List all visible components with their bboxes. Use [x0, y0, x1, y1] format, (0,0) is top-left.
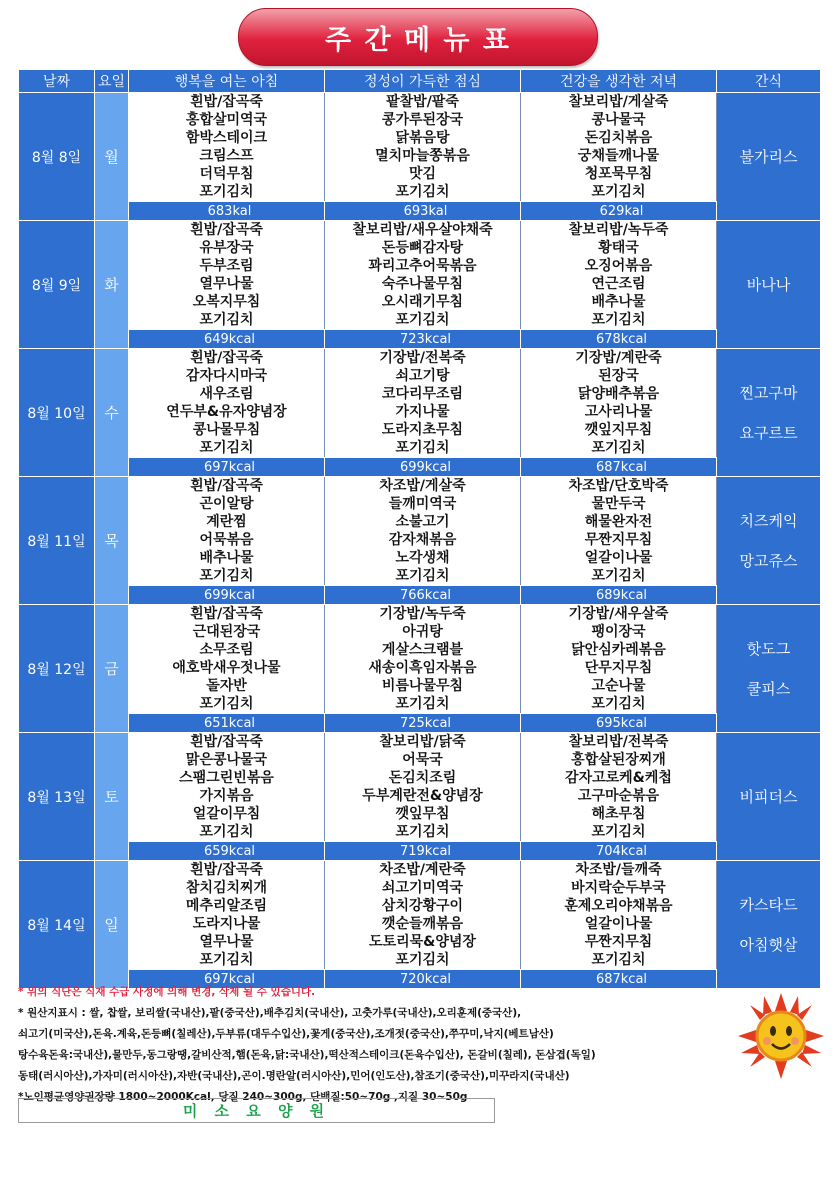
dish-item: 흰밥/잡곡죽 [190, 606, 263, 622]
lunch-cell [325, 477, 521, 586]
kcal-value: 720kcal [399, 971, 452, 987]
breakfast-cell [129, 477, 325, 586]
dish-item: 고사리나물 [584, 404, 653, 420]
dish-item: 더덕무침 [199, 166, 254, 182]
table-row [19, 605, 821, 714]
dish-item: 깻잎무침 [395, 806, 450, 822]
dish-item: 찰보리밥/녹두죽 [568, 222, 669, 238]
dish-item: 돈김치볶음 [584, 130, 653, 146]
page-title: 주 간 메 뉴 표 [238, 8, 598, 66]
dish-item: 쇠고기탕 [395, 368, 450, 384]
kcal-cell [129, 458, 325, 477]
date-cell: 8월 9일 [19, 221, 95, 349]
dinner-cell [521, 349, 717, 458]
dish-item: 연근조림 [591, 276, 646, 292]
header-lunch: 정성이 가득한 점심 [325, 70, 521, 93]
kcal-value: 719kcal [399, 843, 452, 859]
kcal-value: 693kal [403, 203, 448, 219]
dish-item: 애호박새우젓나물 [172, 660, 281, 676]
dish-item: 열무나물 [199, 276, 254, 292]
kcal-cell [521, 202, 717, 221]
dish-item: 기장밥/새우살죽 [568, 606, 669, 622]
kcal-value: 699kcal [399, 459, 452, 475]
snack-cell [717, 349, 821, 477]
dish-item: 근대된장국 [192, 624, 261, 640]
kcal-row [19, 586, 821, 605]
dish-item: 포기김치 [199, 824, 254, 840]
dish-item: 계란찜 [206, 514, 247, 530]
table-header-row [19, 70, 821, 93]
dish-item: 흰밥/잡곡죽 [190, 734, 263, 750]
dish-item: 훈제오리야채볶음 [564, 898, 673, 914]
kcal-row [19, 458, 821, 477]
kcal-cell [325, 586, 521, 605]
dish-item: 어묵국 [402, 752, 443, 768]
date-cell: 8월 8일 [19, 93, 95, 221]
kcal-cell [129, 842, 325, 861]
day-of-week-cell: 수 [95, 349, 129, 477]
dish-item: 찰보리밥/전복죽 [568, 734, 669, 750]
dish-item: 단무지무침 [584, 660, 653, 676]
dish-item: 돈김치조림 [388, 770, 457, 786]
dinner-cell [521, 861, 717, 970]
dish-item: 숙주나물무침 [381, 276, 464, 292]
snack-item: 불가리스 [739, 147, 798, 166]
dish-item: 감자고로케&케첩 [565, 770, 672, 786]
dish-item: 고순나물 [591, 678, 646, 694]
dish-item: 유부장국 [199, 240, 254, 256]
dish-item: 콩나물무침 [192, 422, 261, 438]
kcal-cell [325, 714, 521, 733]
dish-item: 포기김치 [591, 440, 646, 456]
dish-item: 포기김치 [395, 184, 450, 200]
kcal-value: 766kcal [399, 587, 452, 603]
dish-item: 포기김치 [591, 952, 646, 968]
dish-item: 기장밥/녹두죽 [379, 606, 466, 622]
dish-item: 연두부&유자양념장 [166, 404, 287, 420]
dish-item: 게살스크램블 [381, 642, 464, 658]
dish-item: 꽈리고추어묵볶음 [368, 258, 477, 274]
dish-item: 포기김치 [395, 696, 450, 712]
dish-item: 물만두국 [591, 496, 646, 512]
kcal-value: 659kcal [203, 843, 256, 859]
kcal-cell [521, 586, 717, 605]
kcal-cell [521, 458, 717, 477]
dish-item: 열무나물 [199, 934, 254, 950]
dish-item: 얼갈이나물 [584, 550, 653, 566]
dish-item: 어묵볶음 [199, 532, 254, 548]
dish-item: 흰밥/잡곡죽 [190, 350, 263, 366]
dish-item: 기장밥/전복죽 [379, 350, 466, 366]
origin-line: 탕수육돈육:국내산),물만두,동그랑땡,갈비산적,햄(돈육,닭:국내산),떡산적스테이크(돈육수입산), 돈갈비(칠레), 돈삼겹(독일) [18, 1049, 596, 1061]
lunch-cell [325, 861, 521, 970]
dinner-cell [521, 477, 717, 586]
dish-item: 새송이흑임자볶음 [368, 660, 477, 676]
snack-item: 카스타드 [739, 895, 798, 914]
dish-item: 무짠지무침 [584, 934, 653, 950]
day-of-week-cell: 목 [95, 477, 129, 605]
breakfast-cell [129, 349, 325, 458]
dish-item: 포기김치 [591, 696, 646, 712]
header-breakfast: 행복을 여는 아침 [129, 70, 325, 93]
dish-item: 감자다시마국 [185, 368, 268, 384]
dish-item: 기장밥/계란죽 [575, 350, 662, 366]
dish-item: 포기김치 [395, 312, 450, 328]
table-row [19, 93, 821, 202]
dish-item: 얼갈이무침 [192, 806, 261, 822]
dish-item: 팽이장국 [591, 624, 646, 640]
dish-item: 바지락순두부국 [571, 880, 666, 896]
dish-item: 차조밥/들깨죽 [575, 862, 662, 878]
dish-item: 깻잎지무침 [584, 422, 653, 438]
dish-item: 깻순들깨볶음 [381, 916, 464, 932]
origin-line: 동태(러시아산),가자미(러시아산),자반(국내산),곤이.명란알(러시아산),민어(인도산),참조기(중국산),미꾸라지(국내산) [18, 1070, 570, 1082]
dish-item: 배추나물 [591, 294, 646, 310]
kcal-value: 689kcal [595, 587, 648, 603]
dish-item: 멸치마늘쫑볶음 [375, 148, 470, 164]
date-cell: 8월 13일 [19, 733, 95, 861]
snack-item: 쿨피스 [746, 679, 791, 698]
dish-item: 포기김치 [199, 312, 254, 328]
nutrition-note: *노인평균영양권장량 1800~2000Kcal, 당질 240~300g, 단백질:50~70g ,지질 30~50g [18, 1091, 468, 1103]
dish-item: 포기김치 [591, 312, 646, 328]
dish-item: 포기김치 [199, 440, 254, 456]
snack-item: 비피더스 [739, 787, 798, 806]
dish-item: 팥찰밥/팥죽 [386, 94, 459, 110]
date-cell: 8월 10일 [19, 349, 95, 477]
dish-item: 궁채들깨나물 [577, 148, 660, 164]
kcal-row [19, 330, 821, 349]
kcal-value: 649kcal [203, 331, 256, 347]
kcal-value: 629kal [599, 203, 644, 219]
facility-name: 미 소 요 양 원 [18, 1098, 495, 1123]
change-warning: * 위의 식단은 식재 수급 사정에 의해 변경, 삭제 될 수 있습니다. [18, 986, 316, 998]
table-row [19, 477, 821, 586]
lunch-cell [325, 221, 521, 330]
snack-item: 핫도그 [746, 639, 791, 658]
dish-item: 삼치강황구이 [381, 898, 464, 914]
day-of-week-cell: 월 [95, 93, 129, 221]
dish-item: 닭볶음탕 [395, 130, 450, 146]
dish-item: 들깨미역국 [388, 496, 457, 512]
dish-item: 포기김치 [591, 184, 646, 200]
day-of-week-cell: 금 [95, 605, 129, 733]
header-snack: 간식 [717, 70, 821, 93]
header-dinner: 건강을 생각한 저녁 [521, 70, 717, 93]
dish-item: 오복지무침 [192, 294, 261, 310]
kcal-value: 723kcal [399, 331, 452, 347]
dish-item: 새우조림 [199, 386, 254, 402]
dish-item: 된장국 [598, 368, 639, 384]
lunch-cell [325, 93, 521, 202]
kcal-cell [521, 330, 717, 349]
dish-item: 돈등뼈감자탕 [381, 240, 464, 256]
snack-item: 치즈케익 [739, 511, 798, 530]
kcal-cell [325, 458, 521, 477]
dish-item: 아귀탕 [402, 624, 443, 640]
dinner-cell [521, 605, 717, 714]
dish-item: 황태국 [598, 240, 639, 256]
kcal-value: 697kcal [203, 459, 256, 475]
kcal-cell [521, 842, 717, 861]
weekly-menu-table [18, 69, 821, 989]
kcal-cell [129, 202, 325, 221]
kcal-value: 704kcal [595, 843, 648, 859]
dish-item: 오징어볶음 [584, 258, 653, 274]
dish-item: 크림스프 [199, 148, 254, 164]
snack-item: 아침햇살 [739, 935, 798, 954]
dish-item: 닭양배추볶음 [577, 386, 660, 402]
dish-item: 노각생채 [395, 550, 450, 566]
kcal-value: 725kcal [399, 715, 452, 731]
dish-item: 무짠지무침 [584, 532, 653, 548]
dinner-cell [521, 733, 717, 842]
dish-item: 콩가루된장국 [381, 112, 464, 128]
dish-item: 두부조림 [199, 258, 254, 274]
dish-item: 도토리묵&양념장 [369, 934, 476, 950]
kcal-value: 683kal [207, 203, 252, 219]
breakfast-cell [129, 861, 325, 970]
dish-item: 포기김치 [395, 568, 450, 584]
snack-cell [717, 733, 821, 861]
date-cell: 8월 11일 [19, 477, 95, 605]
dish-item: 흰밥/잡곡죽 [190, 862, 263, 878]
dish-item: 닭안심카레볶음 [571, 642, 666, 658]
kcal-row [19, 714, 821, 733]
dish-item: 얼갈이나물 [584, 916, 653, 932]
dish-item: 도라지나물 [192, 916, 261, 932]
kcal-cell [325, 202, 521, 221]
dish-item: 포기김치 [395, 440, 450, 456]
dish-item: 두부계란전&양념장 [362, 788, 483, 804]
breakfast-cell [129, 221, 325, 330]
snack-item: 망고쥬스 [739, 551, 798, 570]
dinner-cell [521, 221, 717, 330]
dish-item: 곤이알탕 [199, 496, 254, 512]
dish-item: 홍합살된장찌개 [571, 752, 666, 768]
dish-item: 포기김치 [199, 184, 254, 200]
dish-item: 배추나물 [199, 550, 254, 566]
dish-item: 흰밥/잡곡죽 [190, 222, 263, 238]
dish-item: 포기김치 [591, 568, 646, 584]
kcal-row [19, 842, 821, 861]
table-row [19, 349, 821, 458]
dish-item: 청포묵무침 [584, 166, 653, 182]
dish-item: 흰밥/잡곡죽 [190, 478, 263, 494]
dish-item: 맛김 [408, 166, 437, 182]
snack-cell [717, 861, 821, 989]
dish-item: 해물완자전 [584, 514, 653, 530]
kcal-cell [129, 714, 325, 733]
kcal-value: 699kcal [203, 587, 256, 603]
table-row [19, 733, 821, 842]
day-of-week-cell: 일 [95, 861, 129, 989]
kcal-row [19, 202, 821, 221]
dish-item: 가지나물 [395, 404, 450, 420]
kcal-value: 651kcal [203, 715, 256, 731]
dish-item: 해초무침 [591, 806, 646, 822]
dish-item: 찰보리밥/새우살야채죽 [352, 222, 493, 238]
dinner-cell [521, 93, 717, 202]
dish-item: 찰보리밥/닭죽 [379, 734, 466, 750]
day-of-week-cell: 화 [95, 221, 129, 349]
date-cell: 8월 12일 [19, 605, 95, 733]
breakfast-cell [129, 605, 325, 714]
dish-item: 홍합살미역국 [185, 112, 268, 128]
dish-item: 감자채볶음 [388, 532, 457, 548]
snack-cell [717, 477, 821, 605]
kcal-value: 695kcal [595, 715, 648, 731]
dish-item: 맑은콩나물국 [185, 752, 268, 768]
dish-item: 메추리알조림 [185, 898, 268, 914]
kcal-value: 687kcal [595, 459, 648, 475]
kcal-cell [521, 714, 717, 733]
dish-item: 콩나물국 [591, 112, 646, 128]
kcal-cell [129, 330, 325, 349]
dish-item: 포기김치 [199, 696, 254, 712]
kcal-cell [129, 586, 325, 605]
dish-item: 포기김치 [199, 952, 254, 968]
snack-item: 요구르트 [739, 423, 798, 442]
kcal-value: 687kcal [595, 971, 648, 987]
lunch-cell [325, 605, 521, 714]
kcal-cell [325, 842, 521, 861]
dish-item: 스팸그린빈볶음 [179, 770, 274, 786]
dish-item: 비름나물무침 [381, 678, 464, 694]
dish-item: 코다리무조림 [381, 386, 464, 402]
dish-item: 차조밥/계란죽 [379, 862, 466, 878]
dish-item: 고구마순볶음 [577, 788, 660, 804]
table-row [19, 861, 821, 970]
dish-item: 돌자반 [206, 678, 247, 694]
origin-line: * 원산지표시 : 쌀, 찹쌀, 보리쌀(국내산),팥(중국산),배추김치(국내산), 고춧가루(국내산),오리훈제(중국산), [18, 1007, 522, 1019]
sun-icon [738, 993, 824, 1079]
header-date: 날짜 [19, 70, 95, 93]
breakfast-cell [129, 93, 325, 202]
table-row [19, 221, 821, 330]
notes [18, 982, 738, 1108]
dish-item: 가지볶음 [199, 788, 254, 804]
dish-item: 포기김치 [199, 568, 254, 584]
dish-item: 소무조림 [199, 642, 254, 658]
snack-item: 바나나 [746, 275, 791, 294]
dish-item: 쇠고기미역국 [381, 880, 464, 896]
dish-item: 포기김치 [591, 824, 646, 840]
dish-item: 함박스테이크 [185, 130, 268, 146]
dish-item: 흰밥/잡곡죽 [190, 94, 263, 110]
lunch-cell [325, 733, 521, 842]
origin-line: 쇠고기(미국산),돈육.계육,돈등뼈(칠레산),두부류(대두수입산),꽃게(중국산),조개젓(중국산),쭈꾸미,낙지(베트남산) [18, 1028, 554, 1040]
dish-item: 오시래기무침 [381, 294, 464, 310]
kcal-value: 697kcal [203, 971, 256, 987]
dish-item: 포기김치 [395, 824, 450, 840]
snack-item: 찐고구마 [739, 383, 798, 402]
dish-item: 참치김치찌개 [185, 880, 268, 896]
breakfast-cell [129, 733, 325, 842]
kcal-value: 678kcal [595, 331, 648, 347]
day-of-week-cell: 토 [95, 733, 129, 861]
lunch-cell [325, 349, 521, 458]
snack-cell [717, 93, 821, 221]
date-cell: 8월 14일 [19, 861, 95, 989]
dish-item: 포기김치 [395, 952, 450, 968]
snack-cell [717, 221, 821, 349]
dish-item: 차조밥/단호박죽 [568, 478, 669, 494]
header-dow: 요일 [95, 70, 129, 93]
dish-item: 차조밥/게살죽 [379, 478, 466, 494]
dish-item: 찰보리밥/게살죽 [568, 94, 669, 110]
kcal-cell [325, 330, 521, 349]
snack-cell [717, 605, 821, 733]
dish-item: 소불고기 [395, 514, 450, 530]
dish-item: 도라지초무침 [381, 422, 464, 438]
